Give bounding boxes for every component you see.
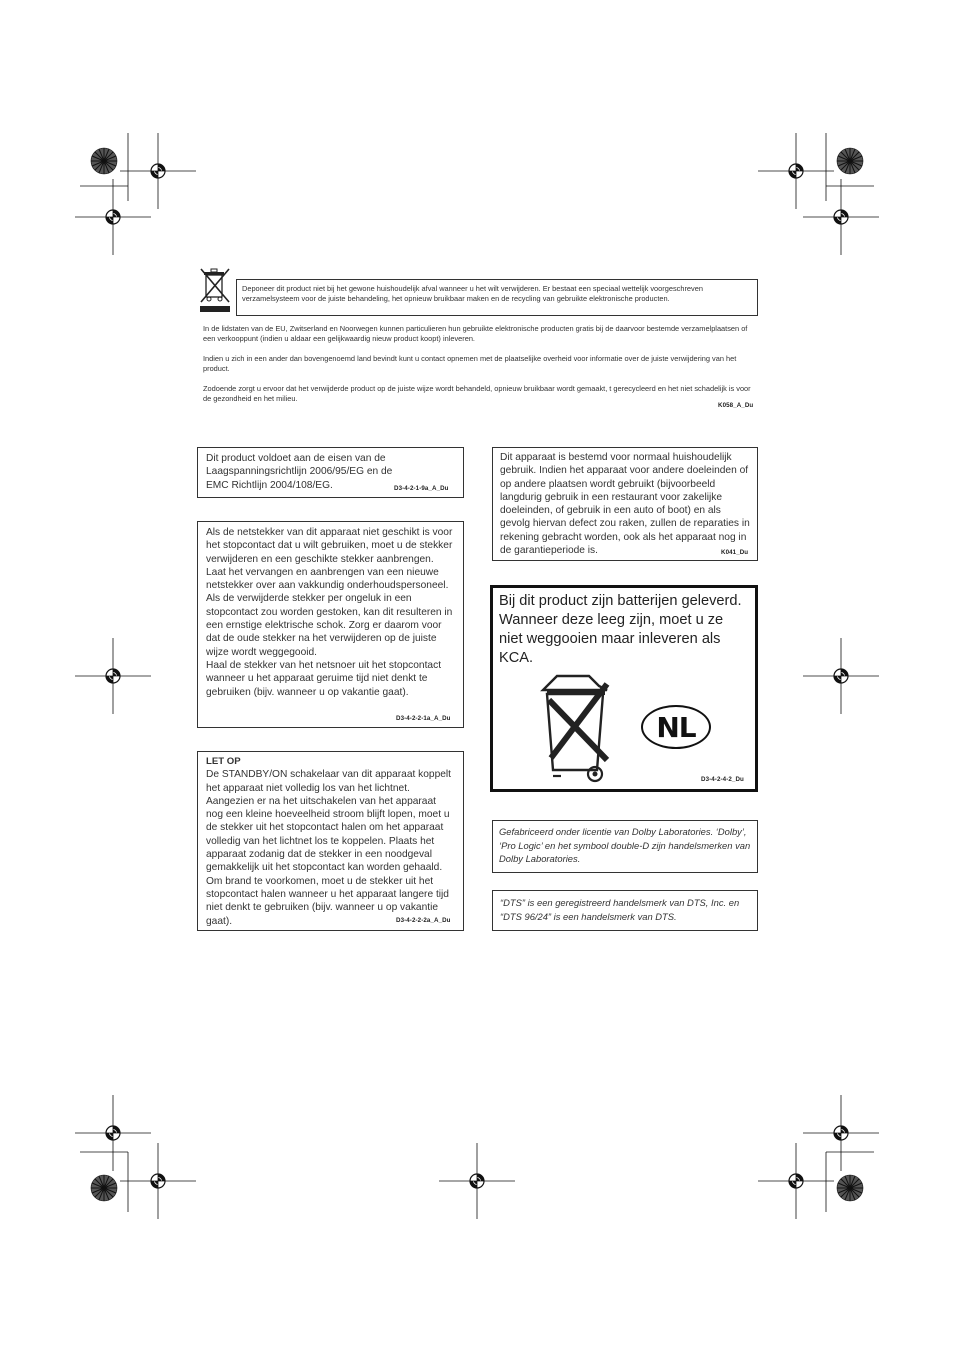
caution-box: [197, 751, 464, 931]
plug-warning-code: D3-4-2-2-1a_A_Du: [396, 715, 451, 722]
weee-notice-box: [236, 279, 758, 316]
dts-trademark-text: “DTS” is een geregistreerd handelsmerk van DTS, Inc. en “DTS 96/24” is een handelsmerk van DTS.: [500, 897, 740, 922]
weee-paragraph-2: Indien u zich in een ander dan bovengenoemd land bevindt kunt u contact opnemen met de plaatselijke overheid voor informatie over de juiste verwijdering van het product.: [203, 354, 737, 373]
crossed-out-wheelie-bin-icon: [537, 672, 615, 784]
weee-code: K058_A_Du: [718, 402, 754, 409]
battery-code: D3-4-2-4-2_Du: [701, 776, 744, 783]
battery-text: Bij dit product zijn batterijen geleverd. Wanneer deze leeg zijn, moet u ze niet weggooien maar inleveren als KCA.: [499, 593, 742, 666]
household-use-box: [492, 447, 758, 561]
nl-country-badge: [641, 705, 711, 749]
caution-code: D3-4-2-2-2a_A_Du: [396, 917, 451, 924]
nl-badge-label: NL: [656, 710, 696, 744]
crossed-out-wheelie-bin-icon: [196, 266, 234, 314]
weee-paragraph-1: In de lidstaten van de EU, Zwitserland en Noorwegen kunnen particulieren hun gebruikte elektronische producten gratis bij de daarvoor bestemde verzamelplaatsen of een verkooppunt (indien u aldaar een gelijkwaardig nieuw product koopt) inleveren.: [203, 324, 748, 343]
plug-warning-text-2: Haal de stekker van het netsnoer uit het stopcontact wanneer u het apparaat geruime tijd niet denkt te gebruiken (bijv. wanneer u op vakantie gaat).: [206, 659, 442, 698]
plug-warning-box: [197, 521, 464, 728]
plug-warning-text: Als de netstekker van dit apparaat niet geschikt is voor het stopcontact dat u wilt gebruiken, moet u de stekker verwijderen en een geschikte stekker aanbrengen. Laat het vervangen en aanbrengen van een nieuwe netstekker over aan vakkundig onderhoudspersoneel. Als de verwijderde stekker per ongeluk in een stopcontact zou worden gestoken, kan dit resulteren in een ernstige elektrische schok. Zorg er daarom voor dat de oude stekker na het verwijderen op de juiste wijze wordt weggegooid.: [206, 527, 453, 658]
dts-trademark-box: [492, 890, 758, 931]
dolby-trademark-box: [492, 820, 758, 873]
household-use-code: K041_Du: [721, 549, 749, 556]
caution-text: De STANDBY/ON schakelaar van dit apparaat koppelt het apparaat niet volledig los van het lichtnet. Aangezien er na het uitschakelen van het apparaat nog een kleine hoeveelheid stroom blijft lopen, moet u de stekker uit het stopcontact halen om het apparaat volledig van het lichtnet los te koppelen. Plaats het apparaat zodanig dat de stekker in een noodgeval gemakkelijk uit het stopcontact kan worden gehaald. Om brand te voorkomen, moet u de stekker uit het stopcontact halen wanneer u het apparaat langere tijd niet denkt te gebruiken (bijv. wanneer u op vakantie gaat).: [206, 769, 451, 927]
caution-heading: LET OP: [206, 756, 241, 767]
compliance-text: Dit product voldoet aan de eisen van de Laagspanningsrichtlijn 2006/95/EG en de EMC Richtlijn 2004/108/EG.: [206, 453, 393, 491]
weee-paragraph-3: Zodoende zorgt u ervoor dat het verwijderde product op de juiste wijze wordt behandeld, opnieuw bruikbaar wordt gemaakt, t gerecycleerd en het niet schadelijk is voor de gezondheid en het milieu.: [203, 384, 751, 403]
household-use-text: Dit apparaat is bestemd voor normaal huishoudelijk gebruik. Indien het apparaat voor andere doeleinden of op andere plaatsen wordt gebruikt (bijvoorbeeld langdurig gebruik in een restaurant voor zakelijke doeleinden, of gebruik in een auto of boot) en als gevolg hiervan defect zou raken, zullen de reparaties in rekening gebracht worden, ook als het apparaat nog in de garantieperiode is.: [500, 452, 750, 557]
dolby-trademark-text: Gefabriceerd onder licentie van Dolby Laboratories. ‘Dolby’, ‘Pro Logic’ en het symbool double-D zijn handelsmerken van Dolby Laboratories.: [499, 826, 751, 865]
compliance-code: D3-4-2-1-9a_A_Du: [394, 485, 449, 492]
weee-notice-text: Deponeer dit product niet bij het gewone huishoudelijk afval wanneer u het wilt verwijderen. Er bestaat een speciaal wettelijk voorgeschreven verzamelsysteem voor de juiste behandeling, het opnieuw bruikbaar maken en de recycling van gebruikte elektronische producten.: [242, 284, 703, 303]
battery-box: [490, 585, 758, 792]
starburst-top-left: [91, 148, 117, 174]
compliance-box: [197, 447, 464, 498]
